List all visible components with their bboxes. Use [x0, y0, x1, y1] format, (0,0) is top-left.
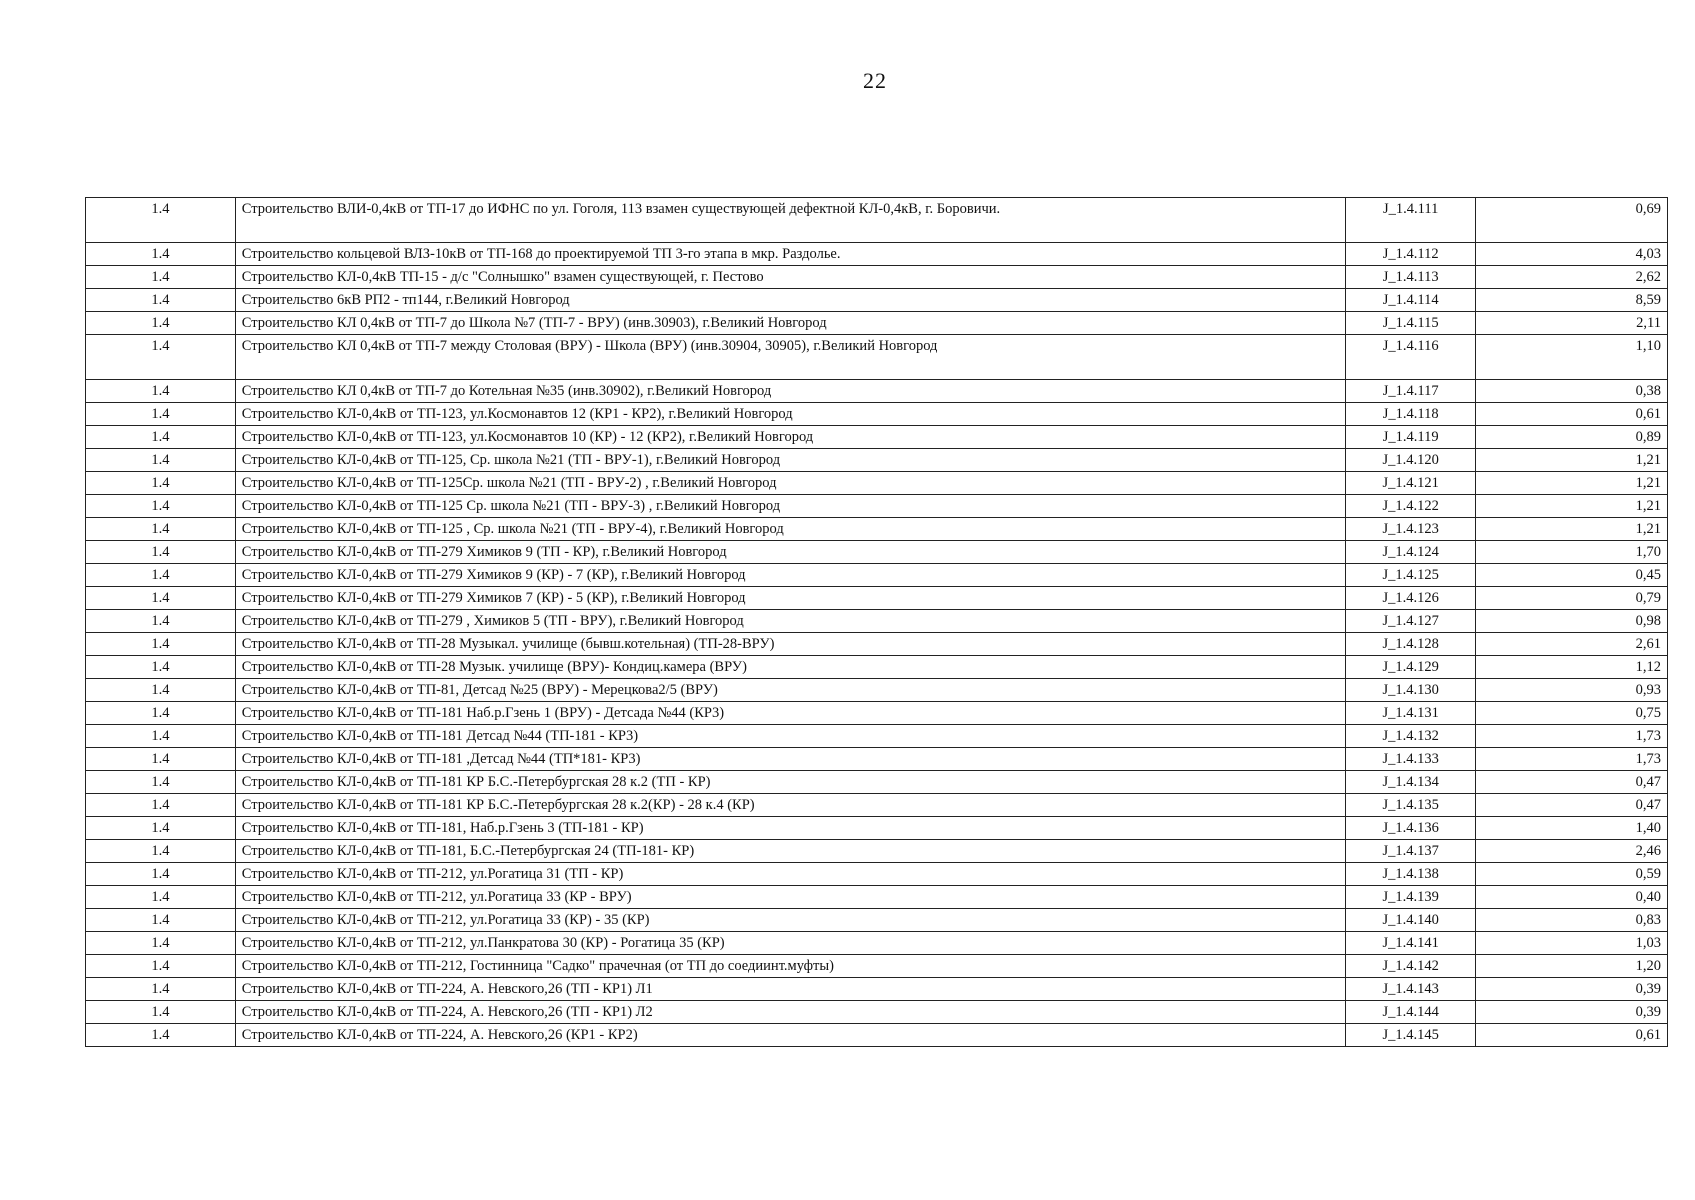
description-cell: Строительство КЛ-0,4кВ от ТП-125 Ср. школа №21 (ТП - ВРУ-3) , г.Великий Новгород: [235, 495, 1346, 518]
description-cell: Строительство КЛ-0,4кВ от ТП-279 Химиков 7 (КР) - 5 (КР), г.Великий Новгород: [235, 587, 1346, 610]
value-cell: 1,12: [1476, 656, 1668, 679]
description-cell: Строительство КЛ 0,4кВ от ТП-7 до Котельная №35 (инв.30902), г.Великий Новгород: [235, 380, 1346, 403]
value-cell: 1,73: [1476, 748, 1668, 771]
value-cell: 0,89: [1476, 426, 1668, 449]
section-cell: 1.4: [86, 426, 236, 449]
value-cell: 0,47: [1476, 794, 1668, 817]
description-cell: Строительство КЛ-0,4кВ от ТП-181 КР Б.С.-Петербургская 28 к.2(КР) - 28 к.4 (КР): [235, 794, 1346, 817]
description-cell: Строительство КЛ-0,4кВ от ТП-212, ул.Рогатица 31 (ТП - КР): [235, 863, 1346, 886]
description-cell: Строительство КЛ-0,4кВ от ТП-181, Наб.р.Гзень 3 (ТП-181 - КР): [235, 817, 1346, 840]
code-cell: J_1.4.112: [1346, 243, 1476, 266]
code-cell: J_1.4.135: [1346, 794, 1476, 817]
table-row: [86, 840, 1668, 863]
table-row: [86, 702, 1668, 725]
description-cell: Строительство КЛ-0,4кВ от ТП-212, ул.Панкратова 30 (КР) - Рогатица 35 (КР): [235, 932, 1346, 955]
page-number: 22: [863, 68, 887, 93]
section-cell: 1.4: [86, 380, 236, 403]
section-cell: 1.4: [86, 863, 236, 886]
section-cell: 1.4: [86, 886, 236, 909]
description-cell: Строительство КЛ-0,4кВ от ТП-181, Б.С.-Петербургская 24 (ТП-181- КР): [235, 840, 1346, 863]
section-cell: 1.4: [86, 794, 236, 817]
description-cell: Строительство КЛ-0,4кВ от ТП-181 ,Детсад №44 (ТП*181- КР3): [235, 748, 1346, 771]
value-cell: 4,03: [1476, 243, 1668, 266]
value-cell: 2,62: [1476, 266, 1668, 289]
code-cell: J_1.4.143: [1346, 978, 1476, 1001]
description-cell: Строительство КЛ-0,4кВ от ТП-212, Гостинница "Садко" прачечная (от ТП до соедиинт.муфты): [235, 955, 1346, 978]
table-row: [86, 1001, 1668, 1024]
code-cell: J_1.4.121: [1346, 472, 1476, 495]
value-cell: 0,45: [1476, 564, 1668, 587]
section-cell: 1.4: [86, 840, 236, 863]
code-cell: J_1.4.128: [1346, 633, 1476, 656]
code-cell: J_1.4.141: [1346, 932, 1476, 955]
value-cell: 2,46: [1476, 840, 1668, 863]
code-cell: J_1.4.132: [1346, 725, 1476, 748]
description-cell: Строительство КЛ-0,4кВ от ТП-123, ул.Космонавтов 10 (КР) - 12 (КР2), г.Великий Новгород: [235, 426, 1346, 449]
value-cell: 0,39: [1476, 978, 1668, 1001]
description-cell: Строительство КЛ-0,4кВ от ТП-212, ул.Рогатица 33 (КР) - 35 (КР): [235, 909, 1346, 932]
description-cell: Строительство КЛ-0,4кВ от ТП-279 Химиков 9 (КР) - 7 (КР), г.Великий Новгород: [235, 564, 1346, 587]
code-cell: J_1.4.139: [1346, 886, 1476, 909]
value-cell: 1,21: [1476, 518, 1668, 541]
code-cell: J_1.4.126: [1346, 587, 1476, 610]
section-cell: 1.4: [86, 748, 236, 771]
section-cell: 1.4: [86, 771, 236, 794]
table-row: [86, 472, 1668, 495]
description-cell: Строительство КЛ-0,4кВ от ТП-224, А. Невского,26 (ТП - КР1) Л2: [235, 1001, 1346, 1024]
table-row: [86, 426, 1668, 449]
code-cell: J_1.4.131: [1346, 702, 1476, 725]
value-cell: 0,47: [1476, 771, 1668, 794]
table-row: [86, 403, 1668, 426]
section-cell: 1.4: [86, 1024, 236, 1047]
value-cell: 0,69: [1476, 198, 1668, 243]
value-cell: 1,70: [1476, 541, 1668, 564]
table-row: [86, 610, 1668, 633]
table-row: [86, 886, 1668, 909]
code-cell: J_1.4.115: [1346, 312, 1476, 335]
table-row: [86, 449, 1668, 472]
section-cell: 1.4: [86, 725, 236, 748]
description-cell: Строительство КЛ-0,4кВ от ТП-279 Химиков 9 (ТП - КР), г.Великий Новгород: [235, 541, 1346, 564]
code-cell: J_1.4.117: [1346, 380, 1476, 403]
description-cell: Строительство КЛ 0,4кВ от ТП-7 до Школа №7 (ТП-7 - ВРУ) (инв.30903), г.Великий Новгород: [235, 312, 1346, 335]
value-cell: 0,40: [1476, 886, 1668, 909]
section-cell: 1.4: [86, 495, 236, 518]
table-row: [86, 564, 1668, 587]
value-cell: 0,38: [1476, 380, 1668, 403]
table-row: [86, 978, 1668, 1001]
table-row: [86, 817, 1668, 840]
code-cell: J_1.4.127: [1346, 610, 1476, 633]
value-cell: 1,40: [1476, 817, 1668, 840]
table-row: [86, 312, 1668, 335]
section-cell: 1.4: [86, 587, 236, 610]
description-cell: Строительство КЛ-0,4кВ от ТП-125 , Ср. школа №21 (ТП - ВРУ-4), г.Великий Новгород: [235, 518, 1346, 541]
table-row: [86, 518, 1668, 541]
value-cell: 0,93: [1476, 679, 1668, 702]
description-cell: Строительство КЛ-0,4кВ от ТП-224, А. Невского,26 (КР1 - КР2): [235, 1024, 1346, 1047]
code-cell: J_1.4.125: [1346, 564, 1476, 587]
section-cell: 1.4: [86, 702, 236, 725]
description-cell: Строительство КЛ 0,4кВ от ТП-7 между Столовая (ВРУ) - Школа (ВРУ) (инв.30904, 30905), г.Великий Новгород: [235, 335, 1346, 380]
table-row: [86, 495, 1668, 518]
value-cell: 0,39: [1476, 1001, 1668, 1024]
value-cell: 1,21: [1476, 495, 1668, 518]
table-row: [86, 771, 1668, 794]
value-cell: 1,03: [1476, 932, 1668, 955]
section-cell: 1.4: [86, 403, 236, 426]
code-cell: J_1.4.116: [1346, 335, 1476, 380]
table-row: [86, 335, 1668, 380]
code-cell: J_1.4.122: [1346, 495, 1476, 518]
section-cell: 1.4: [86, 472, 236, 495]
section-cell: 1.4: [86, 266, 236, 289]
code-cell: J_1.4.129: [1346, 656, 1476, 679]
table-row: [86, 679, 1668, 702]
table-row: [86, 243, 1668, 266]
description-cell: Строительство КЛ-0,4кВ ТП-15 - д/с "Солнышко" взамен существующей, г. Пестово: [235, 266, 1346, 289]
code-cell: J_1.4.113: [1346, 266, 1476, 289]
value-cell: 1,20: [1476, 955, 1668, 978]
table-row: [86, 541, 1668, 564]
section-cell: 1.4: [86, 243, 236, 266]
table-row: [86, 633, 1668, 656]
code-cell: J_1.4.136: [1346, 817, 1476, 840]
section-cell: 1.4: [86, 955, 236, 978]
section-cell: 1.4: [86, 1001, 236, 1024]
value-cell: 0,75: [1476, 702, 1668, 725]
section-cell: 1.4: [86, 932, 236, 955]
table-row: [86, 748, 1668, 771]
value-cell: 1,21: [1476, 449, 1668, 472]
description-cell: Строительство КЛ-0,4кВ от ТП-125Ср. школа №21 (ТП - ВРУ-2) , г.Великий Новгород: [235, 472, 1346, 495]
value-cell: 0,59: [1476, 863, 1668, 886]
table-row: [86, 198, 1668, 243]
description-cell: Строительство КЛ-0,4кВ от ТП-224, А. Невского,26 (ТП - КР1) Л1: [235, 978, 1346, 1001]
code-cell: J_1.4.111: [1346, 198, 1476, 243]
table-row: [86, 909, 1668, 932]
value-cell: 0,83: [1476, 909, 1668, 932]
table-row: [86, 1024, 1668, 1047]
code-cell: J_1.4.133: [1346, 748, 1476, 771]
section-cell: 1.4: [86, 198, 236, 243]
section-cell: 1.4: [86, 817, 236, 840]
code-cell: J_1.4.119: [1346, 426, 1476, 449]
table-row: [86, 587, 1668, 610]
value-cell: 0,79: [1476, 587, 1668, 610]
value-cell: 0,61: [1476, 403, 1668, 426]
code-cell: J_1.4.134: [1346, 771, 1476, 794]
value-cell: 2,61: [1476, 633, 1668, 656]
section-cell: 1.4: [86, 335, 236, 380]
description-cell: Строительство кольцевой ВЛЗ-10кВ от ТП-168 до проектируемой ТП 3-го этапа в мкр. Раздолье.: [235, 243, 1346, 266]
code-cell: J_1.4.124: [1346, 541, 1476, 564]
code-cell: J_1.4.137: [1346, 840, 1476, 863]
table-row: [86, 656, 1668, 679]
section-cell: 1.4: [86, 518, 236, 541]
description-cell: Строительство КЛ-0,4кВ от ТП-28 Музык. училище (ВРУ)- Кондиц.камера (ВРУ): [235, 656, 1346, 679]
value-cell: 0,61: [1476, 1024, 1668, 1047]
investment-table: [85, 197, 1668, 1047]
description-cell: Строительство КЛ-0,4кВ от ТП-123, ул.Космонавтов 12 (КР1 - КР2), г.Великий Новгород: [235, 403, 1346, 426]
code-cell: J_1.4.142: [1346, 955, 1476, 978]
value-cell: 1,10: [1476, 335, 1668, 380]
table-row: [86, 725, 1668, 748]
code-cell: J_1.4.140: [1346, 909, 1476, 932]
code-cell: J_1.4.145: [1346, 1024, 1476, 1047]
code-cell: J_1.4.114: [1346, 289, 1476, 312]
section-cell: 1.4: [86, 679, 236, 702]
code-cell: J_1.4.130: [1346, 679, 1476, 702]
table-row: [86, 289, 1668, 312]
table-row: [86, 794, 1668, 817]
section-cell: 1.4: [86, 656, 236, 679]
code-cell: J_1.4.118: [1346, 403, 1476, 426]
description-cell: Строительство КЛ-0,4кВ от ТП-125, Ср. школа №21 (ТП - ВРУ-1), г.Великий Новгород: [235, 449, 1346, 472]
table-row: [86, 932, 1668, 955]
section-cell: 1.4: [86, 633, 236, 656]
code-cell: J_1.4.138: [1346, 863, 1476, 886]
table-row: [86, 380, 1668, 403]
section-cell: 1.4: [86, 978, 236, 1001]
value-cell: 1,21: [1476, 472, 1668, 495]
section-cell: 1.4: [86, 289, 236, 312]
value-cell: 2,11: [1476, 312, 1668, 335]
section-cell: 1.4: [86, 564, 236, 587]
description-cell: Строительство КЛ-0,4кВ от ТП-181 Наб.р.Гзень 1 (ВРУ) - Детсада №44 (КР3): [235, 702, 1346, 725]
description-cell: Строительство 6кВ РП2 - тп144, г.Великий Новгород: [235, 289, 1346, 312]
table-body: [86, 198, 1668, 1047]
code-cell: J_1.4.120: [1346, 449, 1476, 472]
table-row: [86, 863, 1668, 886]
section-cell: 1.4: [86, 541, 236, 564]
code-cell: J_1.4.144: [1346, 1001, 1476, 1024]
section-cell: 1.4: [86, 610, 236, 633]
value-cell: 8,59: [1476, 289, 1668, 312]
description-cell: Строительство КЛ-0,4кВ от ТП-212, ул.Рогатица 33 (КР - ВРУ): [235, 886, 1346, 909]
section-cell: 1.4: [86, 312, 236, 335]
code-cell: J_1.4.123: [1346, 518, 1476, 541]
description-cell: Строительство ВЛИ-0,4кВ от ТП-17 до ИФНС по ул. Гоголя, 113 взамен существующей дефектной КЛ-0,4кВ, г. Боровичи.: [235, 198, 1346, 243]
description-cell: Строительство КЛ-0,4кВ от ТП-279 , Химиков 5 (ТП - ВРУ), г.Великий Новгород: [235, 610, 1346, 633]
value-cell: 1,73: [1476, 725, 1668, 748]
table-row: [86, 955, 1668, 978]
section-cell: 1.4: [86, 909, 236, 932]
description-cell: Строительство КЛ-0,4кВ от ТП-181 КР Б.С.-Петербургская 28 к.2 (ТП - КР): [235, 771, 1346, 794]
description-cell: Строительство КЛ-0,4кВ от ТП-181 Детсад №44 (ТП-181 - КР3): [235, 725, 1346, 748]
description-cell: Строительство КЛ-0,4кВ от ТП-81, Детсад №25 (ВРУ) - Мерецкова2/5 (ВРУ): [235, 679, 1346, 702]
description-cell: Строительство КЛ-0,4кВ от ТП-28 Музыкал. училище (бывш.котельная) (ТП-28-ВРУ): [235, 633, 1346, 656]
section-cell: 1.4: [86, 449, 236, 472]
table-row: [86, 266, 1668, 289]
value-cell: 0,98: [1476, 610, 1668, 633]
